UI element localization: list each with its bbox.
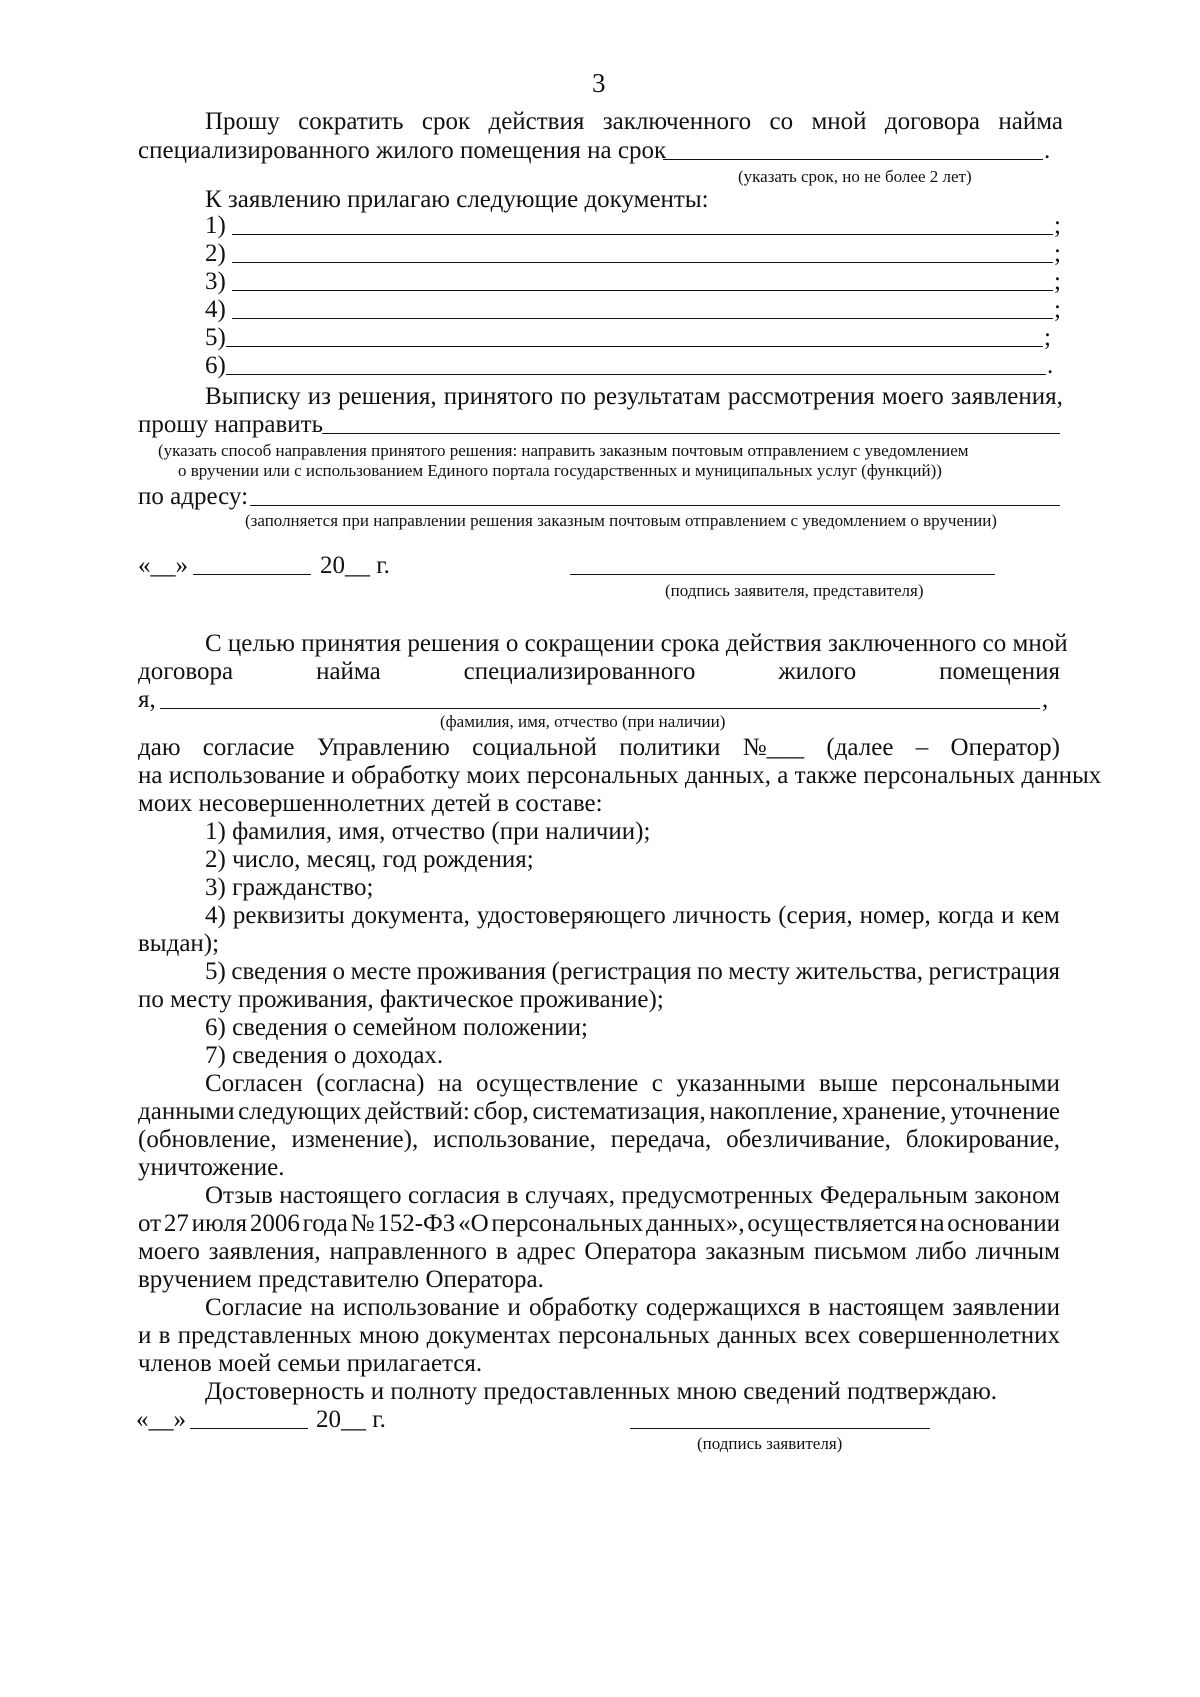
- attachment-number: 4): [205, 296, 226, 323]
- word: удостоверяющего: [476, 902, 666, 929]
- date-day-2: «__»: [136, 1406, 186, 1433]
- signature-field-2[interactable]: [630, 1428, 930, 1429]
- word: сведения: [231, 958, 327, 985]
- attachment-end: ;: [1054, 296, 1061, 323]
- word: указанными: [676, 1070, 806, 1097]
- word: персональными: [891, 1070, 1060, 1097]
- word: (далее: [826, 734, 894, 761]
- delivery-line-1: [205, 383, 1063, 411]
- word: (регистрация: [551, 958, 692, 985]
- word: «О: [458, 1210, 489, 1237]
- word: мною: [358, 1322, 420, 1349]
- word: сократить: [298, 108, 404, 135]
- family-line-3: членов моей семьи прилагается.: [138, 1350, 483, 1377]
- word: использование,: [433, 1126, 596, 1153]
- word: адрес: [516, 1238, 576, 1265]
- address-field[interactable]: [250, 505, 1060, 506]
- consent-item-4: [205, 902, 1060, 930]
- word: кем: [1021, 902, 1060, 929]
- word: Согласие: [205, 1294, 303, 1321]
- word: моего: [138, 1238, 200, 1265]
- word: 5): [205, 958, 226, 985]
- word: договора: [138, 658, 234, 685]
- word: накопление,: [709, 1098, 839, 1125]
- word: по: [560, 383, 587, 410]
- attachment-end: ;: [1054, 212, 1061, 239]
- word: действий:: [365, 1098, 470, 1125]
- word: следующих: [238, 1098, 362, 1125]
- word: принятого: [443, 383, 554, 410]
- consent-item-2: 2) число, месяц, год рождения;: [205, 846, 534, 873]
- word: законом: [974, 1182, 1060, 1209]
- address-hint: (заполняется при направлении решения заказным почтовым отправлением с уведомлением о вручении): [245, 511, 997, 530]
- word: №: [350, 1210, 375, 1237]
- word: документа,: [351, 902, 470, 929]
- word: проживания: [416, 958, 547, 985]
- attachment-field[interactable]: [226, 374, 1046, 375]
- word: срок: [421, 108, 471, 135]
- word: данных: [717, 1322, 798, 1349]
- word: (серия,: [778, 902, 853, 929]
- word: обезличивание,: [726, 1126, 891, 1153]
- attachment-number: 1): [205, 212, 226, 239]
- page-number: 3: [592, 68, 606, 98]
- signature-hint-2: (подпись заявителя): [697, 1434, 843, 1453]
- word: выше: [818, 1070, 878, 1097]
- word: Прошу: [205, 108, 280, 135]
- fio-field[interactable]: [160, 708, 1040, 709]
- attachment-field[interactable]: [226, 346, 1043, 347]
- attachment-field[interactable]: [232, 234, 1053, 235]
- word: Выписку: [205, 383, 301, 410]
- date-month-field-2[interactable]: [190, 1428, 308, 1429]
- word: (обновление,: [138, 1126, 277, 1153]
- word: настоящего: [279, 1182, 402, 1209]
- consent-item-1: 1) фамилия, имя, отчество (при наличии);: [205, 818, 651, 845]
- word: предусмотренных: [621, 1182, 814, 1209]
- attachment-end: .: [1047, 352, 1054, 379]
- word: направленного: [329, 1238, 488, 1265]
- revoke-line-3: [138, 1238, 1060, 1266]
- word: мной: [811, 108, 867, 135]
- consent-item-6: 6) сведения о семейном положении;: [205, 1014, 588, 1041]
- word: либо: [915, 1238, 967, 1265]
- word: использование: [342, 1294, 500, 1321]
- word: найма: [316, 658, 381, 685]
- word: года: [302, 1210, 348, 1237]
- word: на: [437, 1070, 463, 1097]
- word: от: [138, 1210, 162, 1237]
- consent-item-5: [205, 958, 1060, 986]
- word: обработку: [528, 1294, 638, 1321]
- word: на: [310, 1294, 335, 1321]
- attachment-end: ;: [1054, 268, 1061, 295]
- consent-item-5-cont: по месту проживания, фактическое проживание);: [138, 986, 664, 1013]
- word: со: [769, 108, 794, 135]
- word: с: [651, 1070, 663, 1097]
- date-day-1: «__»: [138, 552, 188, 579]
- word: заявления,: [208, 1238, 321, 1265]
- word: моего: [881, 383, 944, 410]
- attachment-number: 2): [205, 240, 226, 267]
- word: июля: [191, 1210, 248, 1237]
- word: заявлении: [952, 1294, 1060, 1321]
- word: договора: [884, 108, 980, 135]
- revoke-line-2: [138, 1210, 1060, 1238]
- word: в: [808, 1294, 821, 1321]
- word: в: [495, 1238, 508, 1265]
- word: месте: [350, 958, 412, 985]
- period-hint: (указать срок, но не более 2 лет): [738, 167, 972, 186]
- word: месту: [728, 958, 791, 985]
- word: уточнение: [950, 1098, 1060, 1125]
- word: заключенного: [602, 108, 752, 135]
- word: действия: [488, 108, 585, 135]
- word: всех: [804, 1322, 851, 1349]
- word: случаях,: [524, 1182, 615, 1209]
- word: регистрация: [928, 958, 1060, 985]
- word: Отзыв: [205, 1182, 273, 1209]
- word: 152-ФЗ: [377, 1210, 456, 1237]
- consent-item-4-cont: выдан);: [138, 930, 220, 957]
- word: реквизиты: [232, 902, 345, 929]
- attachment-field[interactable]: [232, 318, 1053, 319]
- word: даю: [138, 734, 181, 761]
- word: личным: [975, 1238, 1060, 1265]
- word: и: [1001, 902, 1015, 929]
- revoke-line-1: [205, 1182, 1060, 1210]
- agree-line-2: [138, 1098, 1060, 1126]
- word: личность: [672, 902, 772, 929]
- word: письмом: [813, 1238, 907, 1265]
- delivery-hint-2: о вручении или с использованием Единого портала государственных и муниципальных услуг (функций)): [178, 461, 942, 480]
- word: по: [696, 958, 723, 985]
- word: из: [307, 383, 332, 410]
- word: Согласен: [205, 1070, 303, 1097]
- consent-item-7: 7) сведения о доходах.: [205, 1042, 444, 1069]
- agree-line-4: уничтожение.: [138, 1154, 285, 1181]
- date-month-field-1[interactable]: [193, 574, 311, 575]
- request-line-1: [205, 108, 1063, 136]
- word: осуществляется: [747, 1210, 918, 1237]
- word: Оператор): [950, 734, 1060, 761]
- word: когда: [937, 902, 994, 929]
- word: совершеннолетних: [858, 1322, 1060, 1349]
- word: документах: [426, 1322, 551, 1349]
- signature-hint-1: (подпись заявителя, представителя): [665, 581, 924, 600]
- agree-line-3: [138, 1126, 1060, 1154]
- word: заказным: [705, 1238, 806, 1265]
- word: о: [332, 958, 346, 985]
- request-line-2: специализированного жилого помещения на срок: [138, 137, 667, 164]
- word: 2006: [249, 1210, 300, 1237]
- attachment-end: ;: [1054, 240, 1061, 267]
- date-year-1: 20__ г.: [320, 552, 390, 579]
- word: решения,: [338, 383, 437, 410]
- word: сбор,: [473, 1098, 529, 1125]
- address-label: по адресу:: [138, 483, 249, 510]
- confirm-line: Достоверность и полноту предоставленных мною сведений подтверждаю.: [205, 1378, 998, 1405]
- word: систематизация,: [532, 1098, 706, 1125]
- delivery-line-2: прошу направить: [138, 411, 324, 438]
- word: социальной: [472, 734, 597, 761]
- attachment-number: 3): [205, 268, 226, 295]
- word: и: [507, 1294, 521, 1321]
- word: согласие: [202, 734, 295, 761]
- period-end: .: [1044, 137, 1051, 164]
- word: специализированного: [463, 658, 696, 685]
- word: заявления,: [950, 383, 1063, 410]
- date-year-2: 20__ г.: [316, 1406, 386, 1433]
- period-field[interactable]: [663, 159, 1043, 160]
- attachment-number: 5): [205, 324, 226, 351]
- word: на: [919, 1210, 945, 1237]
- word: помещения: [939, 658, 1060, 685]
- word: 27: [163, 1210, 189, 1237]
- word: персональных: [558, 1322, 711, 1349]
- word: блокирование,: [905, 1126, 1060, 1153]
- word: жилого: [778, 658, 857, 685]
- word: основании: [947, 1210, 1060, 1237]
- attachments-intro: К заявлению прилагаю следующие документы:: [205, 186, 709, 213]
- word: рассмотрения: [727, 383, 875, 410]
- word: (согласна): [316, 1070, 425, 1097]
- word: №___: [742, 734, 805, 761]
- signature-field-1[interactable]: [570, 574, 995, 575]
- word: настоящем: [828, 1294, 945, 1321]
- word: в: [506, 1182, 519, 1209]
- word: представленных: [177, 1322, 352, 1349]
- word: 4): [205, 902, 226, 929]
- word: хранение,: [841, 1098, 947, 1125]
- word: согласия: [407, 1182, 501, 1209]
- word: Управлению: [316, 734, 450, 761]
- attachment-end: ;: [1044, 324, 1051, 351]
- consent-give-3: моих несовершеннолетних детей в составе:: [138, 790, 603, 817]
- word: данных»,: [646, 1210, 745, 1237]
- word: –: [915, 734, 929, 761]
- agree-line-1: [205, 1070, 1060, 1098]
- word: и: [138, 1322, 152, 1349]
- word: жительства,: [795, 958, 923, 985]
- delivery-method-field[interactable]: [322, 433, 1060, 434]
- word: политики: [619, 734, 721, 761]
- word: в: [158, 1322, 171, 1349]
- consent-item-3: 3) гражданство;: [205, 874, 374, 901]
- consent-intro-2: [138, 658, 1060, 686]
- fio-end: ,: [1042, 686, 1049, 713]
- word: номер,: [859, 902, 931, 929]
- word: результатам: [593, 383, 721, 410]
- word: персональных: [491, 1210, 644, 1237]
- word: данными: [138, 1098, 235, 1125]
- word: изменение),: [291, 1126, 419, 1153]
- consent-intro-1: С целью принятия решения о сокращении срока действия заключенного со мной: [205, 630, 1068, 657]
- delivery-hint-1: (указать способ направления принятого решения: направить заказным почтовым отправлением с уведомлением: [158, 441, 969, 460]
- word: найма: [998, 108, 1063, 135]
- consent-ya: я,: [138, 686, 156, 713]
- attachment-field[interactable]: [232, 290, 1053, 291]
- word: передача,: [610, 1126, 712, 1153]
- word: содержащихся: [645, 1294, 801, 1321]
- word: Федеральным: [819, 1182, 968, 1209]
- revoke-line-4: вручением представителю Оператора.: [138, 1266, 544, 1293]
- fio-hint: (фамилия, имя, отчество (при наличии): [440, 712, 726, 731]
- attachment-number: 6): [205, 352, 226, 379]
- word: осуществление: [475, 1070, 639, 1097]
- family-line-1: [205, 1294, 1060, 1322]
- consent-give-1: [138, 734, 1060, 762]
- family-line-2: [138, 1322, 1060, 1350]
- word: Оператора: [584, 1238, 697, 1265]
- attachment-field[interactable]: [232, 262, 1053, 263]
- consent-give-2: на использование и обработку моих персональных данных, а также персональных данных: [138, 762, 1102, 789]
